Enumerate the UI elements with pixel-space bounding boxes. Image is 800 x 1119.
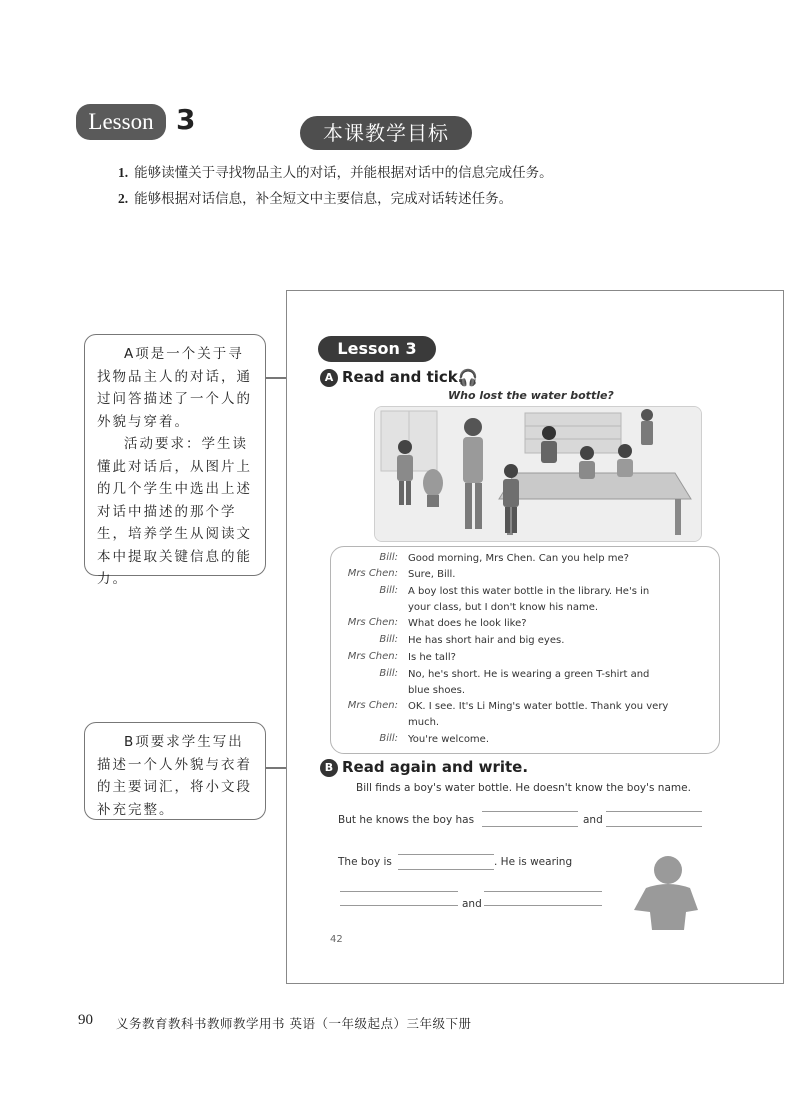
- goal-text: 能够读懂关于寻找物品主人的对话，并能根据对话中的信息完成任务。: [134, 165, 553, 181]
- goal-number: 1.: [118, 165, 129, 180]
- callout-a-para2: 活动要求：学生读懂此对话后，从图片上的几个学生中选出上述对话中描述的那个学生，培养学生从阅读文本中提取关键信息的能力。: [97, 436, 252, 587]
- section-b-title: Read again and write.: [342, 758, 529, 776]
- dialogue-line: He has short hair and big eyes.: [408, 635, 565, 646]
- speaker-label: Bill:: [379, 668, 398, 679]
- headphones-icon: 🎧: [458, 368, 478, 387]
- speaker-label: Bill:: [379, 634, 398, 645]
- answer-blank[interactable]: [398, 869, 494, 870]
- goal-text: 能够根据对话信息，补全短文中主要信息，完成对话转述任务。: [134, 191, 513, 207]
- speaker-label: Bill:: [379, 585, 398, 596]
- answer-blank[interactable]: [482, 826, 578, 827]
- goal-number: 2.: [118, 191, 129, 206]
- lesson-badge: Lesson: [76, 104, 166, 140]
- speaker-label: Bill:: [379, 733, 398, 744]
- footer-book-title: 义务教育教科书教师教学用书 英语（一年级起点）三年级下册: [116, 1016, 472, 1031]
- write-prompt-height: The boy is: [338, 856, 392, 868]
- boy-silhouette-icon: [616, 852, 716, 932]
- dialogue-line: Is he tall?: [408, 652, 456, 663]
- speaker-label: Mrs Chen:: [347, 700, 398, 711]
- dialogue-line: much.: [408, 717, 440, 728]
- answer-blank[interactable]: [340, 891, 458, 892]
- answer-blank[interactable]: [484, 891, 602, 892]
- section-a-subtitle: Who lost the water bottle?: [448, 389, 614, 402]
- write-and-1: and: [583, 814, 603, 826]
- library-illustration: [374, 406, 702, 542]
- section-a-icon: A: [320, 369, 338, 387]
- dialogue-line: your class, but I don't know his name.: [408, 602, 599, 613]
- dialogue-line: A boy lost this water bottle in the library. He's in: [408, 586, 650, 597]
- dialogue-line: OK. I see. It's Li Ming's water bottle. Thank you very: [408, 701, 669, 712]
- speaker-label: Bill:: [379, 552, 398, 563]
- answer-blank[interactable]: [606, 826, 702, 827]
- write-prompt-hair: But he knows the boy has: [338, 814, 475, 826]
- lesson-number: 3: [176, 103, 196, 136]
- textbook-page-number: 42: [330, 934, 343, 945]
- write-and-2: and: [462, 898, 482, 910]
- callout-b-para1: B项要求学生写出描述一个人外貌与衣着的主要词汇，将小文段补充完整。: [97, 734, 252, 818]
- speaker-label: Mrs Chen:: [347, 617, 398, 628]
- dialogue-line: You're welcome.: [408, 734, 490, 745]
- callout-a-para1: A项是一个关于寻找物品主人的对话，通过问答描述了一个人的外貌与穿着。: [97, 346, 252, 430]
- textbook-lesson-badge: Lesson 3: [318, 336, 436, 362]
- goals-title: 本课教学目标: [300, 116, 472, 150]
- speaker-label: Mrs Chen:: [347, 651, 398, 662]
- section-a-title: Read and tick.: [342, 368, 464, 386]
- section-b-icon: B: [320, 759, 338, 777]
- answer-blank[interactable]: [398, 854, 494, 855]
- dialogue-line: Good morning, Mrs Chen. Can you help me?: [408, 553, 629, 564]
- goal-item: [118, 161, 553, 181]
- dialogue-line: No, he's short. He is wearing a green T-shirt and: [408, 669, 650, 680]
- answer-blank[interactable]: [484, 905, 602, 906]
- boy-silhouette: [616, 852, 716, 932]
- dialogue-line: What does he look like?: [408, 618, 527, 629]
- answer-blank[interactable]: [606, 811, 702, 812]
- dialogue-line: Sure, Bill.: [408, 569, 456, 580]
- write-sentence-1: Bill finds a boy's water bottle. He doesn't know the boy's name.: [356, 782, 691, 794]
- library-scene-icon: [375, 407, 701, 541]
- answer-blank[interactable]: [482, 811, 578, 812]
- callout-b: [84, 722, 266, 820]
- speaker-label: Mrs Chen:: [347, 568, 398, 579]
- callout-a: [84, 334, 266, 587]
- write-prompt-wearing: . He is wearing: [494, 856, 573, 868]
- goal-item: [118, 187, 512, 207]
- footer-page-number: 90: [78, 1012, 93, 1028]
- dialogue-line: blue shoes.: [408, 685, 466, 696]
- answer-blank[interactable]: [340, 905, 458, 906]
